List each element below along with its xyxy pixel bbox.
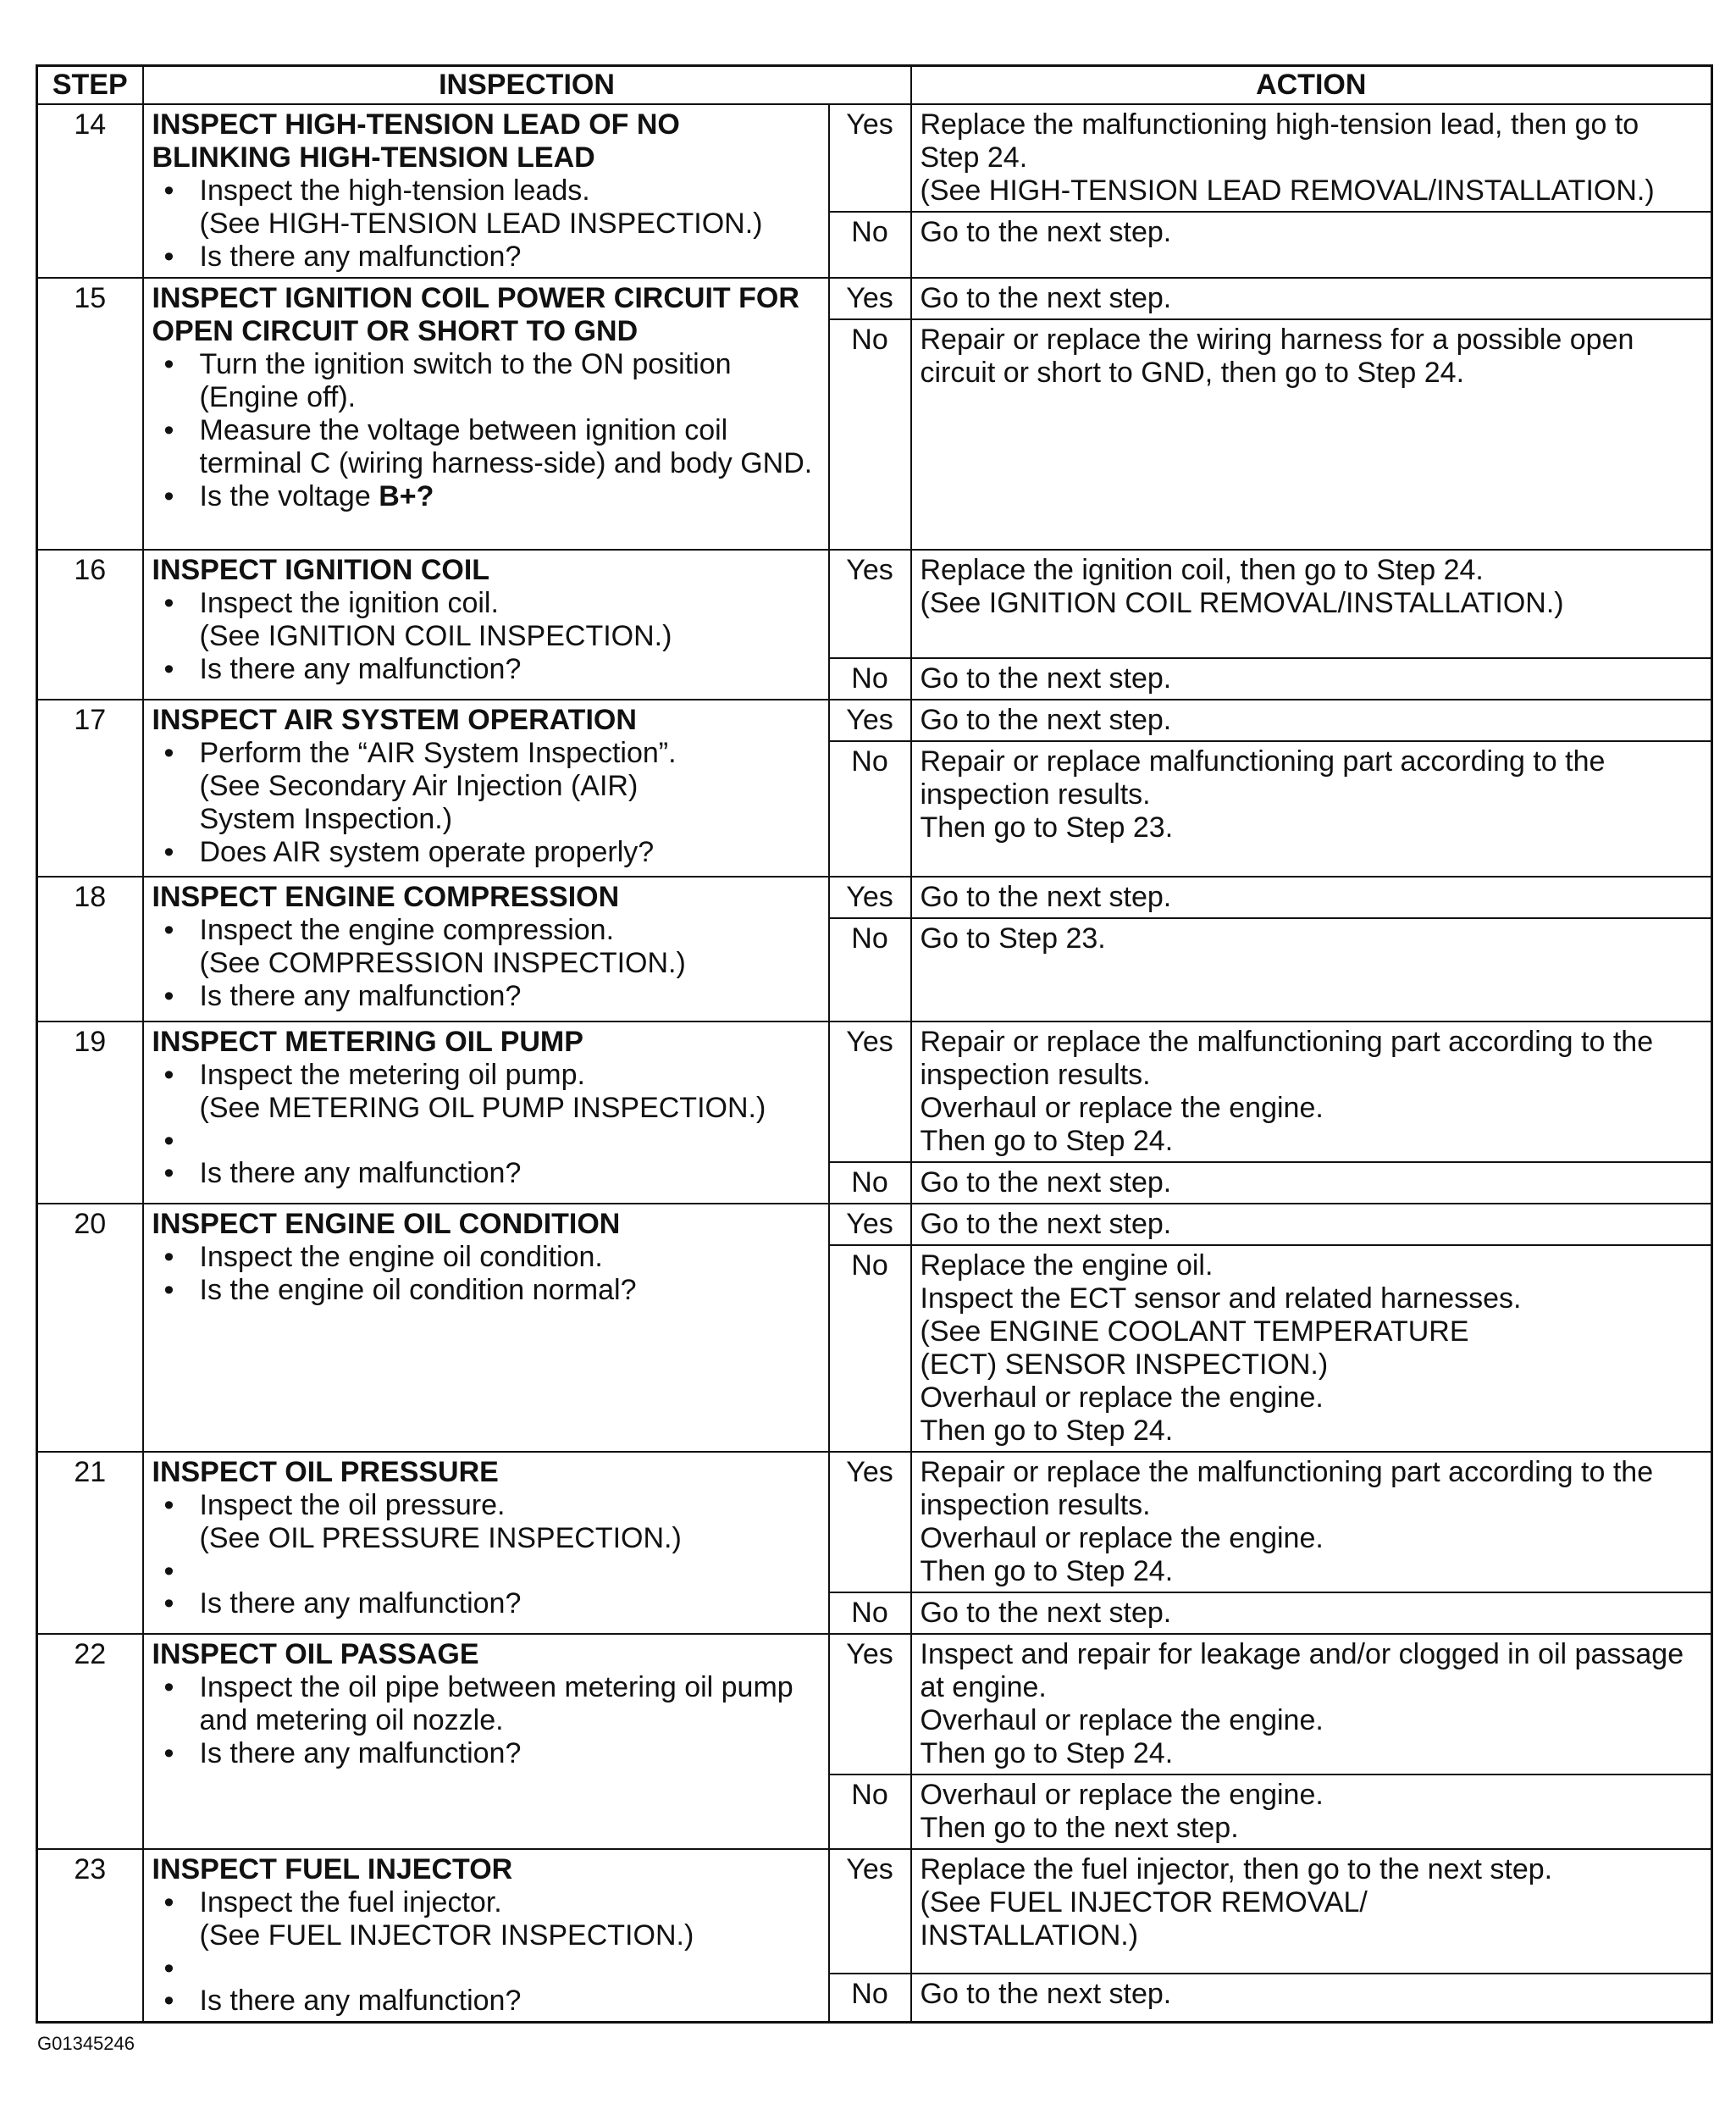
yes-label: Yes	[829, 1204, 911, 1245]
bullet: • Inspect the oil pressure. (See OIL PRESSURE INSPECTION.)	[200, 1489, 820, 1555]
step-number: 15	[37, 278, 143, 550]
bullet: • Is the engine oil condition normal?	[200, 1274, 820, 1307]
step-16-inspection	[143, 550, 829, 700]
step-15-yes-action: Go to the next step.	[911, 278, 1712, 319]
step-21-inspection	[143, 1452, 829, 1634]
no-label: No	[829, 658, 911, 700]
bullet: • Does AIR system operate properly?	[200, 836, 820, 869]
step-14-no-action: Go to the next step.	[911, 212, 1712, 278]
no-label: No	[829, 1774, 911, 1849]
step-19-yes-row	[37, 1022, 1712, 1162]
no-label: No	[829, 1162, 911, 1204]
no-label: No	[829, 1592, 911, 1634]
spacer	[200, 1555, 820, 1587]
no-label: No	[829, 319, 911, 550]
yes-label: Yes	[829, 1849, 911, 1974]
spacer	[200, 1952, 820, 1985]
step-17-yes-row	[37, 700, 1712, 741]
step-22-no-action: Overhaul or replace the engine. Then go to the next step.	[911, 1774, 1712, 1849]
yes-label: Yes	[829, 700, 911, 741]
spacer	[200, 1125, 820, 1157]
step-number: 20	[37, 1204, 143, 1452]
bullet: • Inspect the ignition coil. (See IGNITION COIL INSPECTION.)	[200, 587, 820, 653]
bullet: • Is there any malfunction?	[200, 1737, 820, 1770]
bullet: • Inspect the metering oil pump. (See METERING OIL PUMP INSPECTION.)	[200, 1059, 820, 1125]
step-title: INSPECT METERING OIL PUMP	[152, 1026, 583, 1058]
step-number: 22	[37, 1634, 143, 1849]
step-title: INSPECT IGNITION COIL POWER CIRCUIT FOR OPEN CIRCUIT OR SHORT TO GND	[152, 282, 799, 347]
step-23-inspection	[143, 1849, 829, 2023]
figure-id: G01345246	[37, 2033, 135, 2054]
bullet: • Is there any malfunction?	[200, 653, 820, 686]
step-number: 19	[37, 1022, 143, 1204]
step-23-no-action: Go to the next step.	[911, 1974, 1712, 2022]
step-20-inspection	[143, 1204, 829, 1452]
bullet: • Inspect the fuel injector. (See FUEL INJECTOR INSPECTION.)	[200, 1886, 820, 1952]
step-17-no-action: Repair or replace malfunctioning part according to the inspection results. Then go to Step 23.	[911, 741, 1712, 877]
no-label: No	[829, 741, 911, 877]
bullet: • Is the voltage B+?	[200, 480, 820, 513]
step-number: 23	[37, 1849, 143, 2023]
header-row	[37, 66, 1712, 105]
step-18-yes-action: Go to the next step.	[911, 877, 1712, 918]
step-14-yes-action: Replace the malfunctioning high-tension lead, then go to Step 24. (See HIGH-TENSION LEAD REMOVAL/INSTALLATION.)	[911, 104, 1712, 212]
bullet: • Measure the voltage between ignition coil terminal C (wiring harness-side) and body GND.	[200, 414, 820, 480]
step-number: 16	[37, 550, 143, 700]
step-21-no-action: Go to the next step.	[911, 1592, 1712, 1634]
step-16-yes-row	[37, 550, 1712, 658]
step-19-no-action: Go to the next step.	[911, 1162, 1712, 1204]
step-14-inspection	[143, 104, 829, 278]
step-title: INSPECT AIR SYSTEM OPERATION	[152, 704, 637, 736]
bullet: • Is there any malfunction?	[200, 241, 820, 274]
step-number: 17	[37, 700, 143, 877]
step-18-yes-row	[37, 877, 1712, 918]
no-label: No	[829, 1245, 911, 1452]
bullet: • Inspect the engine oil condition.	[200, 1241, 820, 1274]
step-15-yes-row	[37, 278, 1712, 319]
yes-label: Yes	[829, 278, 911, 319]
step-number: 18	[37, 877, 143, 1022]
step-18-inspection	[143, 877, 829, 1022]
step-17-inspection	[143, 700, 829, 877]
header-inspection: INSPECTION	[143, 66, 911, 105]
step-23-yes-row	[37, 1849, 1712, 1974]
step-20-yes-row	[37, 1204, 1712, 1245]
bullet: • Inspect the high-tension leads. (See HIGH-TENSION LEAD INSPECTION.)	[200, 174, 820, 241]
step-title: INSPECT HIGH-TENSION LEAD OF NO BLINKING HIGH-TENSION LEAD	[152, 108, 680, 174]
yes-label: Yes	[829, 1634, 911, 1774]
step-16-no-action: Go to the next step.	[911, 658, 1712, 700]
yes-label: Yes	[829, 877, 911, 918]
step-19-inspection	[143, 1022, 829, 1204]
step-22-inspection	[143, 1634, 829, 1849]
step-title: INSPECT ENGINE COMPRESSION	[152, 881, 620, 913]
step-20-no-action: Replace the engine oil. Inspect the ECT sensor and related harnesses. (See ENGINE COOLANT TEMPERATURE (ECT) SENSOR INSPECTION.) Overhaul or replace the engine. Then go to Step 24.	[911, 1245, 1712, 1452]
bullet: • Is there any malfunction?	[200, 1587, 820, 1620]
step-23-yes-action: Replace the fuel injector, then go to the next step. (See FUEL INJECTOR REMOVAL/ INSTALLATION.)	[911, 1849, 1712, 1974]
no-label: No	[829, 918, 911, 1022]
no-label: No	[829, 212, 911, 278]
yes-label: Yes	[829, 1022, 911, 1162]
header-step: STEP	[37, 66, 143, 105]
yes-label: Yes	[829, 550, 911, 658]
bullet: • Is there any malfunction?	[200, 1985, 820, 2018]
step-18-no-action: Go to Step 23.	[911, 918, 1712, 1022]
step-19-yes-action: Repair or replace the malfunctioning part according to the inspection results. Overhaul or replace the engine. Then go to Step 24.	[911, 1022, 1712, 1162]
step-16-yes-action: Replace the ignition coil, then go to Step 24. (See IGNITION COIL REMOVAL/INSTALLATION.)	[911, 550, 1712, 658]
yes-label: Yes	[829, 1452, 911, 1592]
step-22-yes-row	[37, 1634, 1712, 1774]
step-title: INSPECT IGNITION COIL	[152, 554, 490, 586]
step-21-yes-row	[37, 1452, 1712, 1592]
step-title: INSPECT ENGINE OIL CONDITION	[152, 1208, 621, 1240]
header-action: ACTION	[911, 66, 1712, 105]
step-15-inspection	[143, 278, 829, 550]
bullet: • Inspect the engine compression. (See COMPRESSION INSPECTION.)	[200, 914, 820, 980]
no-label: No	[829, 1974, 911, 2022]
step-number: 14	[37, 104, 143, 278]
yes-label: Yes	[829, 104, 911, 212]
step-title: INSPECT FUEL INJECTOR	[152, 1853, 513, 1885]
bullet: • Perform the “AIR System Inspection”. (See Secondary Air Injection (AIR) System Inspection.)	[200, 737, 820, 836]
step-21-yes-action: Repair or replace the malfunctioning part according to the inspection results. Overhaul or replace the engine. Then go to Step 24.	[911, 1452, 1712, 1592]
bullet: • Inspect the oil pipe between metering oil pump and metering oil nozzle.	[200, 1671, 820, 1737]
bullet: • Turn the ignition switch to the ON position (Engine off).	[200, 348, 820, 414]
step-14-yes-row	[37, 104, 1712, 212]
step-title: INSPECT OIL PASSAGE	[152, 1638, 479, 1670]
diagnostic-table	[36, 64, 1713, 2024]
step-15-no-action: Repair or replace the wiring harness for a possible open circuit or short to GND, then go to Step 24.	[911, 319, 1712, 550]
bullet: • Is there any malfunction?	[200, 980, 820, 1013]
step-17-yes-action: Go to the next step.	[911, 700, 1712, 741]
step-number: 21	[37, 1452, 143, 1634]
bullet: • Is there any malfunction?	[200, 1157, 820, 1190]
step-title: INSPECT OIL PRESSURE	[152, 1456, 499, 1488]
step-20-yes-action: Go to the next step.	[911, 1204, 1712, 1245]
step-22-yes-action: Inspect and repair for leakage and/or clogged in oil passage at engine. Overhaul or replace the engine. Then go to Step 24.	[911, 1634, 1712, 1774]
